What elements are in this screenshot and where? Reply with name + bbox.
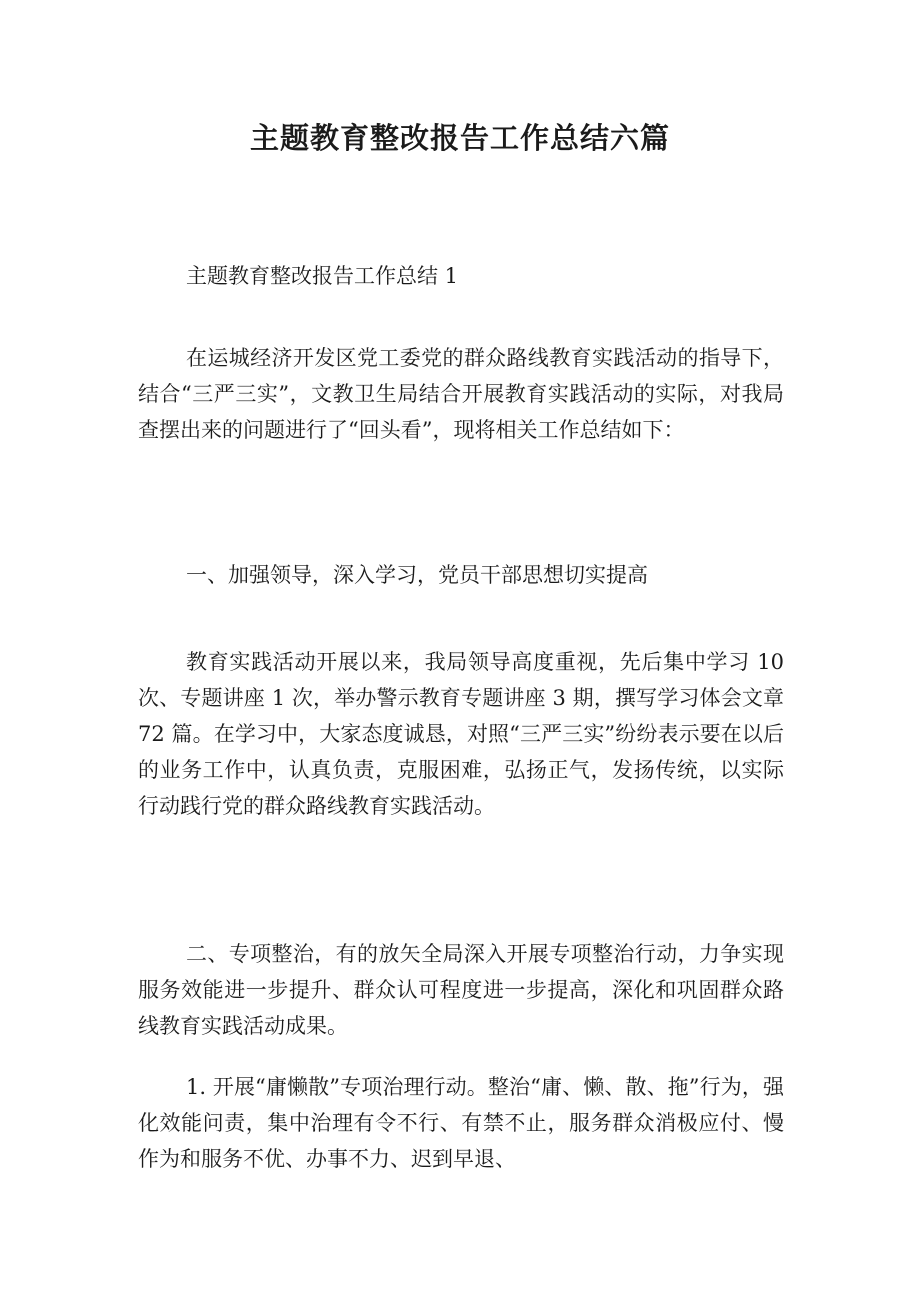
document-title: 主题教育整改报告工作总结六篇 xyxy=(249,121,670,155)
intro-paragraph: 在运城经济开发区党工委党的群众路线教育实践活动的指导下，结合“三严三实”，文教卫生局结合开展教育实践活动的实际，对我局查摆出来的问题进行了“回头看”，现将相关工作总结如下： xyxy=(138,346,784,442)
item-1-paragraph: 1. 开展“庸懒散”专项治理行动。整治“庸、懒、散、拖”行为，强化效能问责，集中治理有令不行、有禁不止，服务群众消极应付、慢作为和服务不优、办事不力、迟到早退、 xyxy=(138,1075,784,1171)
section-subtitle: 主题教育整改报告工作总结 1 xyxy=(186,264,459,288)
study-paragraph: 教育实践活动开展以来，我局领导高度重视，先后集中学习 10 次、专题讲座 1 次，举办警示教育专题讲座 3 期，撰写学习体会文章 72 篇。在学习中，大家态度诚恳，对照“三严三实”纷纷表示要在以后的业务工作中，认真负责，克服困难，弘扬正气，发扬传统，以实际行动践行党的群众路线教育实践活动。 xyxy=(138,650,784,818)
section-heading-1: 一、加强领导，深入学习，党员干部思想切实提高 xyxy=(186,563,648,587)
section-heading-2-paragraph: 二、专项整治，有的放矢全局深入开展专项整治行动，力争实现服务效能进一步提升、群众认可程度进一步提高，深化和巩固群众路线教育实践活动成果。 xyxy=(138,942,784,1038)
